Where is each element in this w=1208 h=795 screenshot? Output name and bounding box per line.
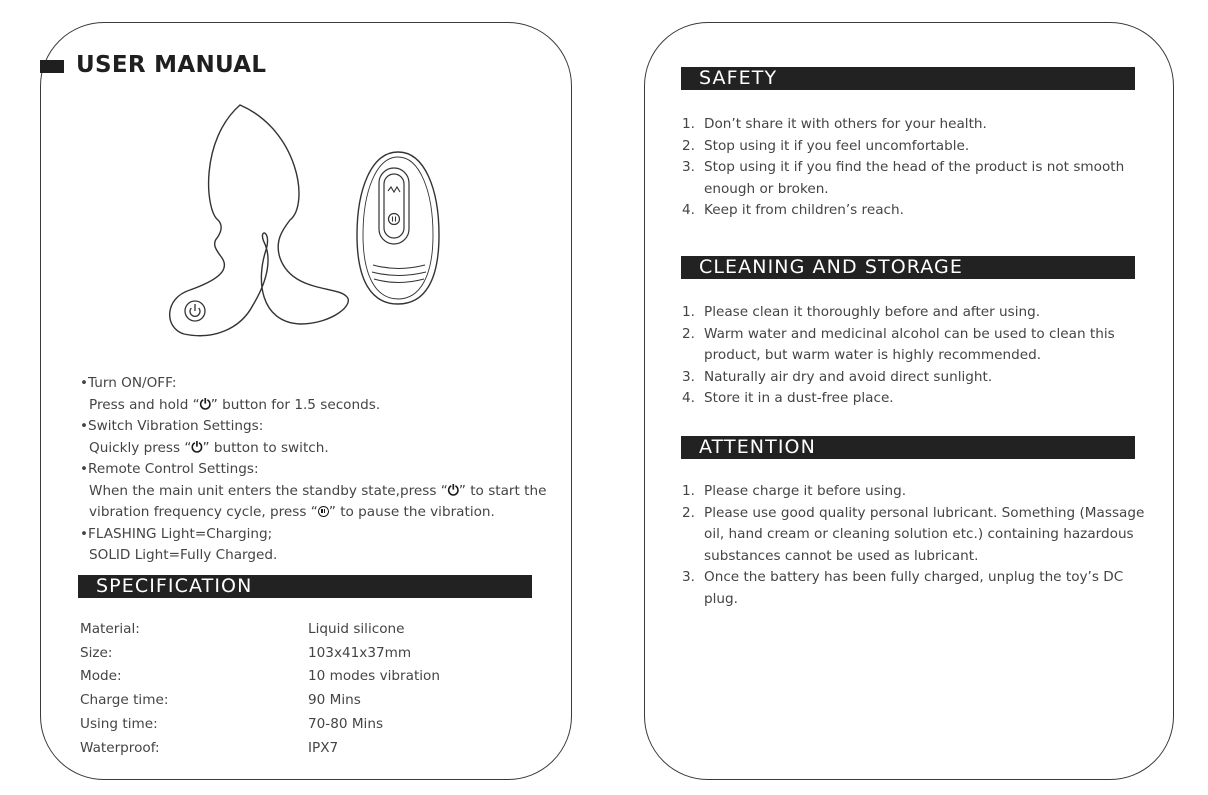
pause-button-icon: [389, 214, 400, 225]
safety-list: [682, 114, 1152, 222]
turn-on-off-text: Press and hold “⏻” button for 1.5 seconds.: [89, 396, 381, 413]
specification-table: [80, 618, 440, 760]
page-title: USER MANUAL: [76, 52, 267, 78]
item-text: Please charge it before using.: [704, 483, 907, 499]
item-text: Keep it from children’s reach.: [704, 202, 904, 219]
turn-on-off-heading: •Turn ON/OFF:: [80, 375, 177, 391]
item-number: 1.: [682, 116, 695, 132]
cleaning-list: [682, 302, 1152, 410]
item-number: 2.: [682, 137, 695, 154]
list-item: [682, 114, 1152, 136]
spec-label: Waterproof:: [80, 739, 160, 756]
list-item: [682, 481, 1152, 503]
spec-row: [80, 618, 440, 642]
list-item: [682, 200, 1152, 222]
item-number: 4.: [682, 390, 695, 407]
spec-label: Material:: [80, 621, 140, 637]
item-text: Once the battery has been fully charged, unplug the toy’s DC plug.: [704, 569, 1124, 607]
spec-row: [80, 665, 440, 689]
list-item: [682, 157, 1152, 200]
usage-instructions: [80, 373, 560, 567]
item-text: Please use good quality personal lubricant. Something (Massage oil, hand cream or cleaning solution etc.) containing hazardous substances cannot be used as lubricant.: [704, 504, 1145, 564]
power-icon: ⏻: [199, 396, 211, 413]
attention-list: [682, 481, 1152, 611]
spec-value: IPX7: [308, 739, 339, 756]
spec-value: Liquid silicone: [308, 621, 405, 637]
list-item: [682, 367, 1152, 389]
item-text: Naturally air dry and avoid direct sunlight.: [704, 368, 993, 385]
remote-settings-text-line1: When the main unit enters the standby state,press “⏻” to start the: [89, 482, 547, 499]
power-button-icon: [185, 301, 205, 321]
item-text: Don’t share it with others for your health.: [704, 116, 987, 132]
list-item: [682, 136, 1152, 158]
item-number: 4.: [682, 202, 695, 219]
spec-value: 10 modes vibration: [308, 668, 440, 685]
spec-label: Size:: [80, 644, 113, 661]
power-icon: ⏻: [447, 482, 459, 499]
item-text: Stop using it if you feel uncomfortable.: [704, 137, 970, 154]
item-number: 3.: [682, 569, 695, 586]
light-status-text: SOLID Light=Fully Charged.: [89, 547, 278, 563]
switch-vibration-heading: •Switch Vibration Settings:: [80, 418, 264, 434]
item-number: 2.: [682, 504, 695, 521]
remote-illustration: [355, 150, 445, 310]
spec-label: Using time:: [80, 715, 158, 732]
spec-row: [80, 642, 440, 666]
list-item: [682, 388, 1152, 410]
item-text: Warm water and medicinal alcohol can be used to clean this product, but warm water is highly recommended.: [704, 325, 1115, 364]
device-illustration: [160, 100, 360, 340]
list-item: [682, 567, 1152, 610]
list-item: [682, 302, 1152, 324]
specification-header: SPECIFICATION: [78, 575, 532, 598]
light-status-heading: •FLASHING Light=Charging;: [80, 525, 273, 542]
title-marker: [40, 60, 64, 73]
item-text: Please clean it thoroughly before and after using.: [704, 304, 1041, 320]
item-text: Store it in a dust-free place.: [704, 390, 894, 407]
power-icon: ⏻: [191, 439, 203, 456]
item-text: Stop using it if you find the head of the product is not smooth enough or broken.: [704, 159, 1125, 197]
switch-vibration-text: Quickly press “⏻” button to switch.: [89, 439, 329, 456]
remote-settings-heading: •Remote Control Settings:: [80, 461, 259, 477]
pause-icon: [318, 506, 329, 517]
spec-value: 90 Mins: [308, 692, 361, 709]
list-item: [682, 324, 1152, 367]
list-item: [682, 503, 1152, 568]
vibration-wave-icon: [388, 187, 400, 192]
item-number: 3.: [682, 368, 695, 385]
cleaning-header: CLEANING AND STORAGE: [681, 256, 1135, 279]
spec-row: [80, 713, 440, 737]
item-number: 1.: [682, 483, 695, 499]
spec-label: Charge time:: [80, 692, 169, 709]
spec-value: 70-80 Mins: [308, 715, 384, 732]
item-number: 3.: [682, 159, 695, 176]
remote-settings-text-line2: vibration frequency cycle, press “ ” to pause the vibration.: [89, 504, 495, 520]
spec-row: [80, 689, 440, 713]
safety-header: SAFETY: [681, 67, 1135, 90]
attention-header: ATTENTION: [681, 436, 1135, 459]
spec-label: Mode:: [80, 668, 122, 685]
spec-row: [80, 737, 440, 761]
item-number: 2.: [682, 325, 695, 342]
spec-value: 103x41x37mm: [308, 644, 412, 661]
item-number: 1.: [682, 304, 695, 320]
